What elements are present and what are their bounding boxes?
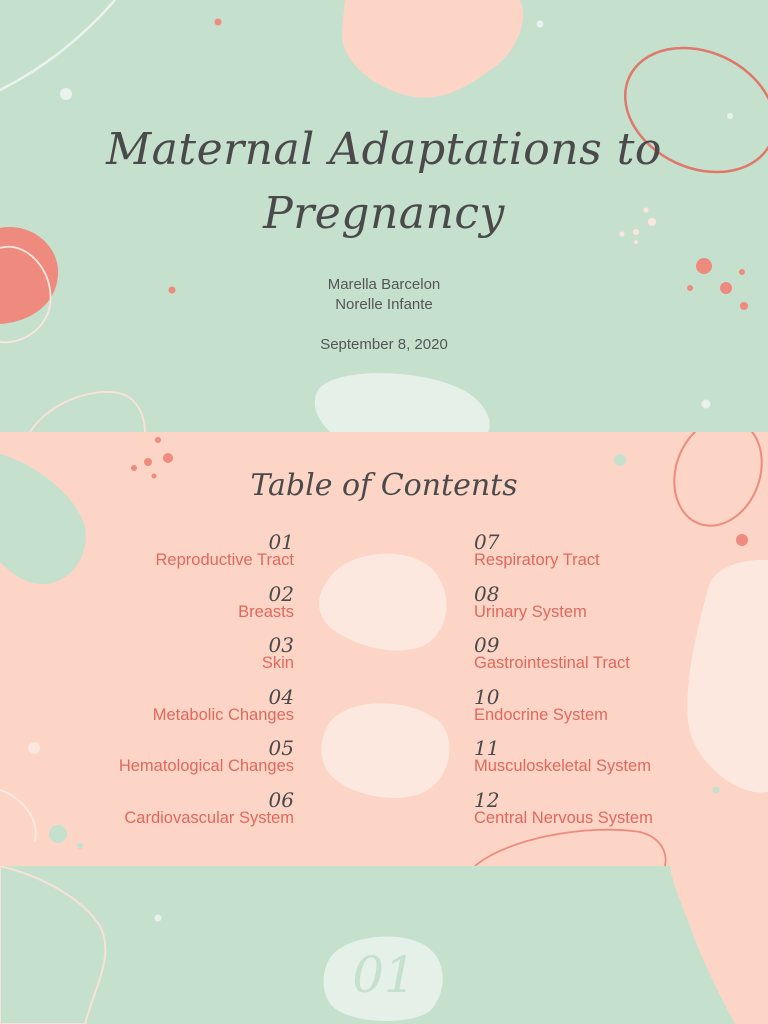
toc-number: 06 bbox=[268, 787, 294, 812]
toc-label: Respiratory Tract bbox=[474, 551, 600, 569]
toc-number: 12 bbox=[474, 787, 500, 812]
toc-item[interactable] bbox=[0, 633, 294, 685]
toc-label: Metabolic Changes bbox=[152, 705, 294, 724]
toc-heading: Table of Contents bbox=[250, 468, 518, 503]
toc-label: Reproductive Tract bbox=[155, 551, 294, 569]
presentation-date: September 8, 2020 bbox=[320, 336, 448, 353]
toc-label: Musculoskeletal System bbox=[474, 757, 651, 775]
toc-right-column bbox=[474, 530, 768, 839]
toc-item[interactable] bbox=[0, 736, 294, 788]
presentation-title bbox=[0, 118, 768, 246]
author-2: Norelle Infante bbox=[335, 296, 433, 313]
toc-number: 01 bbox=[268, 530, 294, 554]
title-slide bbox=[0, 0, 768, 432]
toc-item[interactable] bbox=[474, 633, 768, 685]
toc-number: 11 bbox=[474, 736, 500, 760]
toc-item[interactable] bbox=[0, 530, 294, 582]
toc-number: 05 bbox=[268, 736, 294, 760]
toc-number: 10 bbox=[474, 684, 500, 709]
author-1: Marella Barcelon bbox=[327, 276, 441, 293]
toc-label: Skin bbox=[261, 654, 294, 672]
toc-label: Hematological Changes bbox=[118, 757, 294, 775]
toc-item[interactable] bbox=[474, 530, 768, 582]
title-line-1: Maternal Adaptations to bbox=[106, 124, 662, 175]
toc-item[interactable] bbox=[474, 788, 768, 840]
toc-item[interactable] bbox=[0, 788, 294, 840]
toc-label: Gastrointestinal Tract bbox=[474, 654, 630, 672]
toc-label: Breasts bbox=[238, 602, 294, 621]
toc-left-column bbox=[0, 530, 294, 839]
toc-number: 04 bbox=[268, 684, 294, 709]
toc-number: 03 bbox=[268, 633, 294, 657]
section-number: 01 bbox=[352, 946, 416, 1004]
toc-label: Endocrine System bbox=[474, 705, 608, 724]
toc-label: Cardiovascular System bbox=[124, 808, 294, 827]
toc-label: Central Nervous System bbox=[474, 808, 653, 827]
toc-number: 08 bbox=[474, 581, 500, 606]
toc-item[interactable] bbox=[474, 685, 768, 737]
toc-number: 09 bbox=[474, 633, 500, 657]
toc-item[interactable] bbox=[474, 582, 768, 634]
toc-item[interactable] bbox=[0, 582, 294, 634]
toc-label: Urinary System bbox=[474, 602, 587, 621]
toc-number: 07 bbox=[474, 530, 500, 554]
toc-number: 02 bbox=[268, 581, 294, 606]
toc-item[interactable] bbox=[474, 736, 768, 788]
toc-item[interactable] bbox=[0, 685, 294, 737]
title-line-2: Pregnancy bbox=[263, 188, 505, 239]
